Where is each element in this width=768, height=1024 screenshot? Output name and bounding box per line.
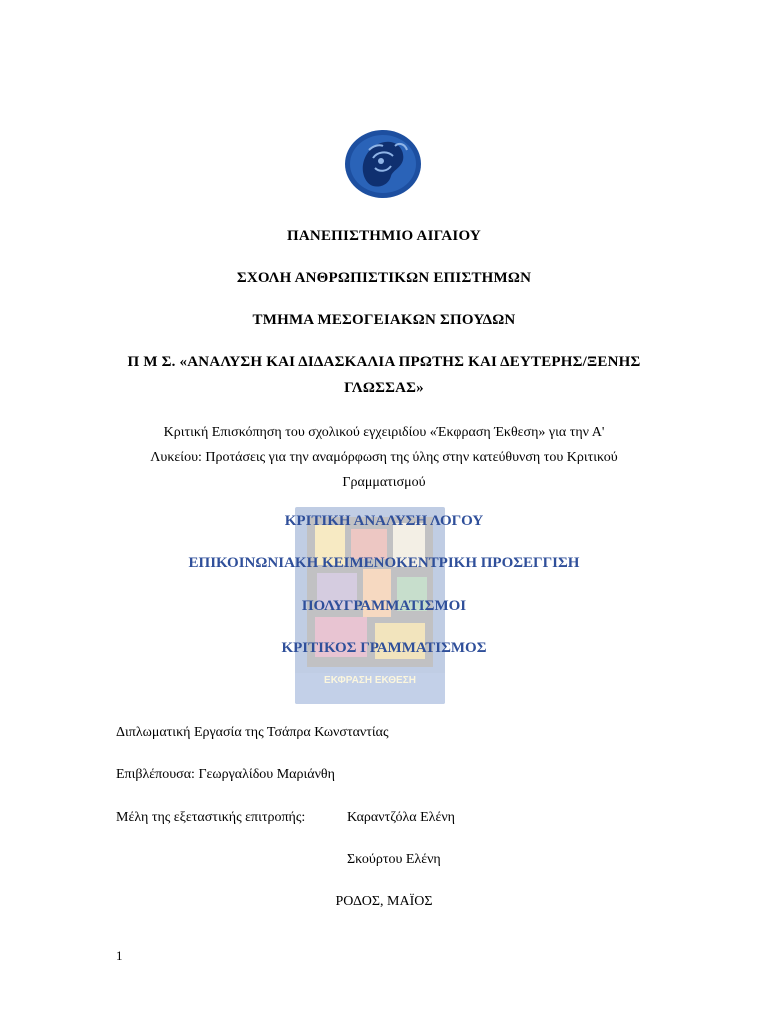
thesis-subtitle-line2: Λυκείου: Προτάσεις για την αναμόρφωση της ύλης στην κατεύθυνση του Κριτικού xyxy=(150,450,618,465)
committee-member-1: Καραντζόλα Ελένη xyxy=(347,810,455,825)
department-name: ΤΜΗΜΑ ΜΕΣΟΓΕΙΑΚΩΝ ΣΠΟΥΔΩΝ xyxy=(252,312,516,328)
committee-label: Μέλη της εξεταστικής επιτροπής: xyxy=(116,810,306,825)
textbook-cover-title: ΕΚΦΡΑΣΗ ΕΚΘΕΣΗ xyxy=(324,675,416,686)
university-seal-logo xyxy=(343,128,423,200)
supervisor: Επιβλέπουσα: Γεωργαλίδου Μαριάνθη xyxy=(116,767,335,782)
program-title-line1: Π Μ Σ. «ΑΝΑΛΥΣΗ ΚΑΙ ΔΙΔΑΣΚΑΛΙΑ ΠΡΩΤΗΣ ΚΑΙ ΔΕΥΤΕΡΗΣ/ΞΕΝΗΣ xyxy=(127,354,641,370)
keyword-critical-literacy: ΚΡΙΤΙΚΟΣ ΓΡΑΜΜΑΤΙΣΜΟΣ xyxy=(281,640,487,656)
thesis-author: Διπλωματική Εργασία της Τσάπρα Κωνσταντίας xyxy=(116,725,389,740)
school-name: ΣΧΟΛΗ ΑΝΘΡΩΠΙΣΤΙΚΩΝ ΕΠΙΣΤΗΜΩΝ xyxy=(236,270,532,286)
university-name: ΠΑΝΕΠΙΣΤΗΜΙΟ ΑΙΓΑΙΟΥ xyxy=(287,228,481,244)
committee-member-2: Σκούρτου Ελένη xyxy=(347,852,441,867)
keyword-multiliteracies: ΠΟΛΥΓΡΑΜΜΑΤΙΣΜΟΙ xyxy=(301,598,467,614)
place-and-date: ΡΟΔΟΣ, ΜΑΪΟΣ xyxy=(335,894,433,909)
keyword-communicative-approach: ΕΠΙΚΟΙΝΩΝΙΑΚΗ ΚΕΙΜΕΝΟΚΕΝΤΡΙΚΗ ΠΡΟΣΕΓΓΙΣΗ xyxy=(188,555,580,571)
program-title-line2: ΓΛΩΣΣΑΣ» xyxy=(344,380,424,396)
thesis-subtitle-line1: Κριτική Επισκόπηση του σχολικού εγχειριδίου «Έκφραση Έκθεση» για την Α' xyxy=(163,425,605,440)
thesis-subtitle-line3: Γραμματισμού xyxy=(342,475,426,490)
page-number: 1 xyxy=(116,948,123,963)
keyword-critical-discourse-analysis: ΚΡΙΤΙΚΗ ΑΝΑΛΥΣΗ ΛΟΓΟΥ xyxy=(284,513,484,529)
